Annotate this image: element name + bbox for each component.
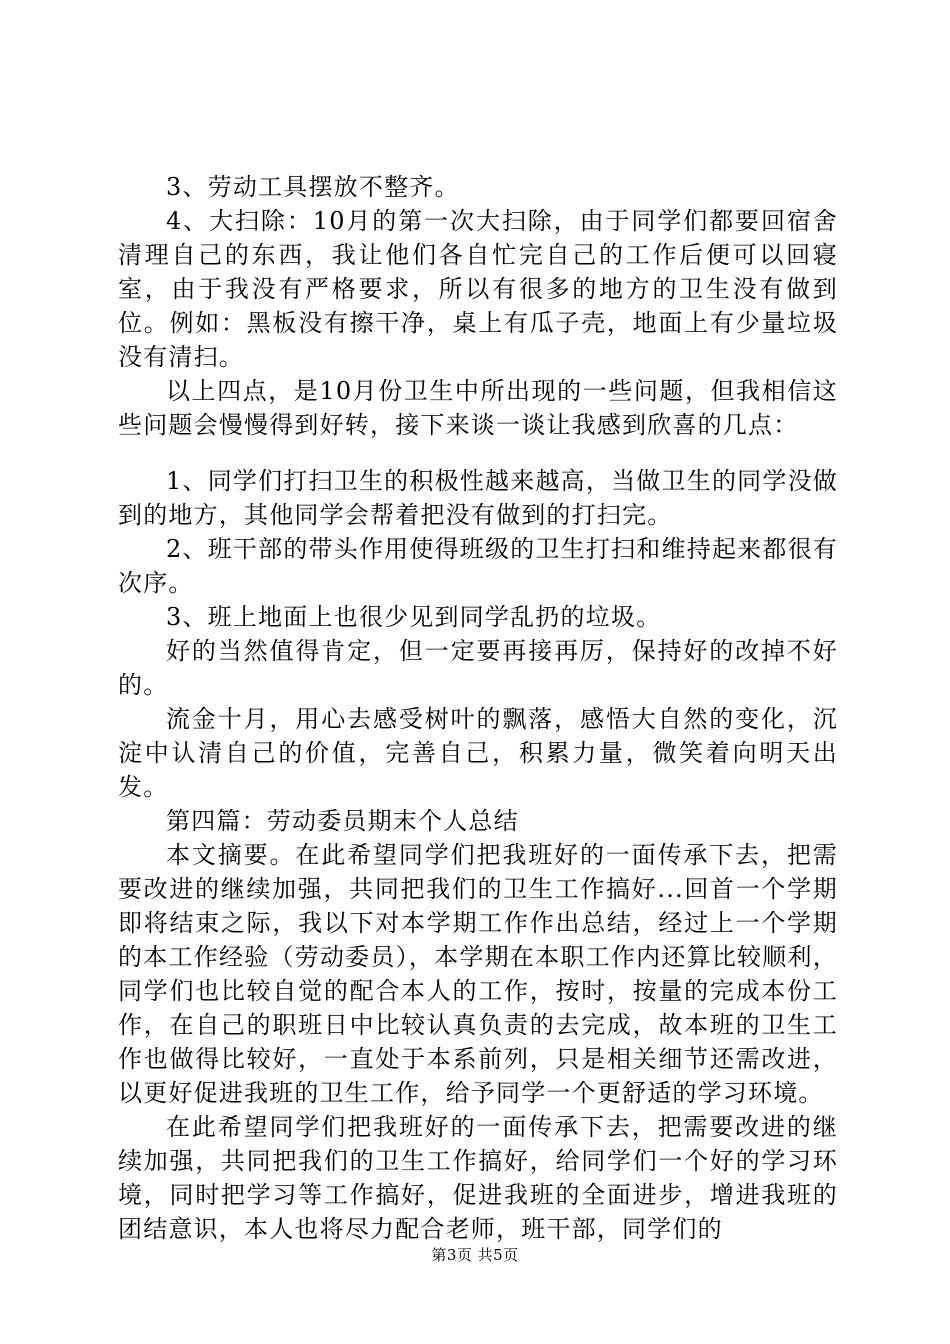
document-body xyxy=(118,170,838,1246)
paragraph-positive-3: 3、班上地面上也很少见到同学乱扔的垃圾。 xyxy=(166,603,662,631)
paragraph-positive-2: 2、班干部的带头作用使得班级的卫生打扫和维持起来都很有次序。 xyxy=(118,535,838,597)
paragraph-hope: 在此希望同学们把我班好的一面传承下去，把需要改进的继续加强，共同把我们的卫生工作搞好，给同学们一个好的学习环境，同时把学习等工作搞好，促进我班的全面进步，增进我班的团结意识，本人也将尽力配合老师，班干部，同学们的 xyxy=(118,1113,838,1243)
section-heading: 第四篇：劳动委员期末个人总结 xyxy=(166,807,519,835)
paragraph-cleaning-day: 4、大扫除：10月的第一次大扫除，由于同学们都要回宿舍清理自己的东西，我让他们各自忙完自己的工作后便可以回寝室，由于我没有严格要求，所以有很多的地方的卫生没有做到位。例如：黑板没有擦干净，桌上有瓜子壳，地面上有少量垃圾没有清扫。 xyxy=(118,207,838,371)
paragraph-positive-1: 1、同学们打扫卫生的积极性越来越高，当做卫生的同学没做到的地方，其他同学会帮着把没有做到的打扫完。 xyxy=(118,467,838,529)
paragraph-gap xyxy=(118,442,838,464)
paragraph-summary-problems: 以上四点，是10月份卫生中所出现的一些问题，但我相信这些问题会慢慢得到好转，接下来谈一谈让我感到欣喜的几点： xyxy=(118,377,838,439)
paragraph-keep-going: 好的当然值得肯定，但一定要再接再厉，保持好的改掉不好的。 xyxy=(118,637,838,699)
paragraph-tools-untidy: 3、劳动工具摆放不整齐。 xyxy=(166,173,460,201)
paragraph-october: 流金十月，用心去感受树叶的飘落，感悟大自然的变化，沉淀中认清自己的价值，完善自己，积累力量，微笑着向明天出发。 xyxy=(118,705,838,801)
page-number-footer: 第3页 共5页 xyxy=(431,1246,519,1264)
paragraph-abstract: 本文摘要。在此希望同学们把我班好的一面传承下去，把需要改进的继续加强，共同把我们的卫生工作搞好...回首一个学期即将结束之际，我以下对本学期工作作出总结，经过上一个学期的本工作经验（劳动委员），本学期在本职工作内还算比较顺利，同学们也比较自觉的配合本人的工作，按时，按量的完成本份工作，在自己的职班日中比较认真负责的去完成，故本班的卫生工作也做得比较好，一直处于本系前列，只是相关细节还需改进，以更好促进我班的卫生工作，给予同学一个更舒适的学习环境。 xyxy=(118,841,838,1107)
